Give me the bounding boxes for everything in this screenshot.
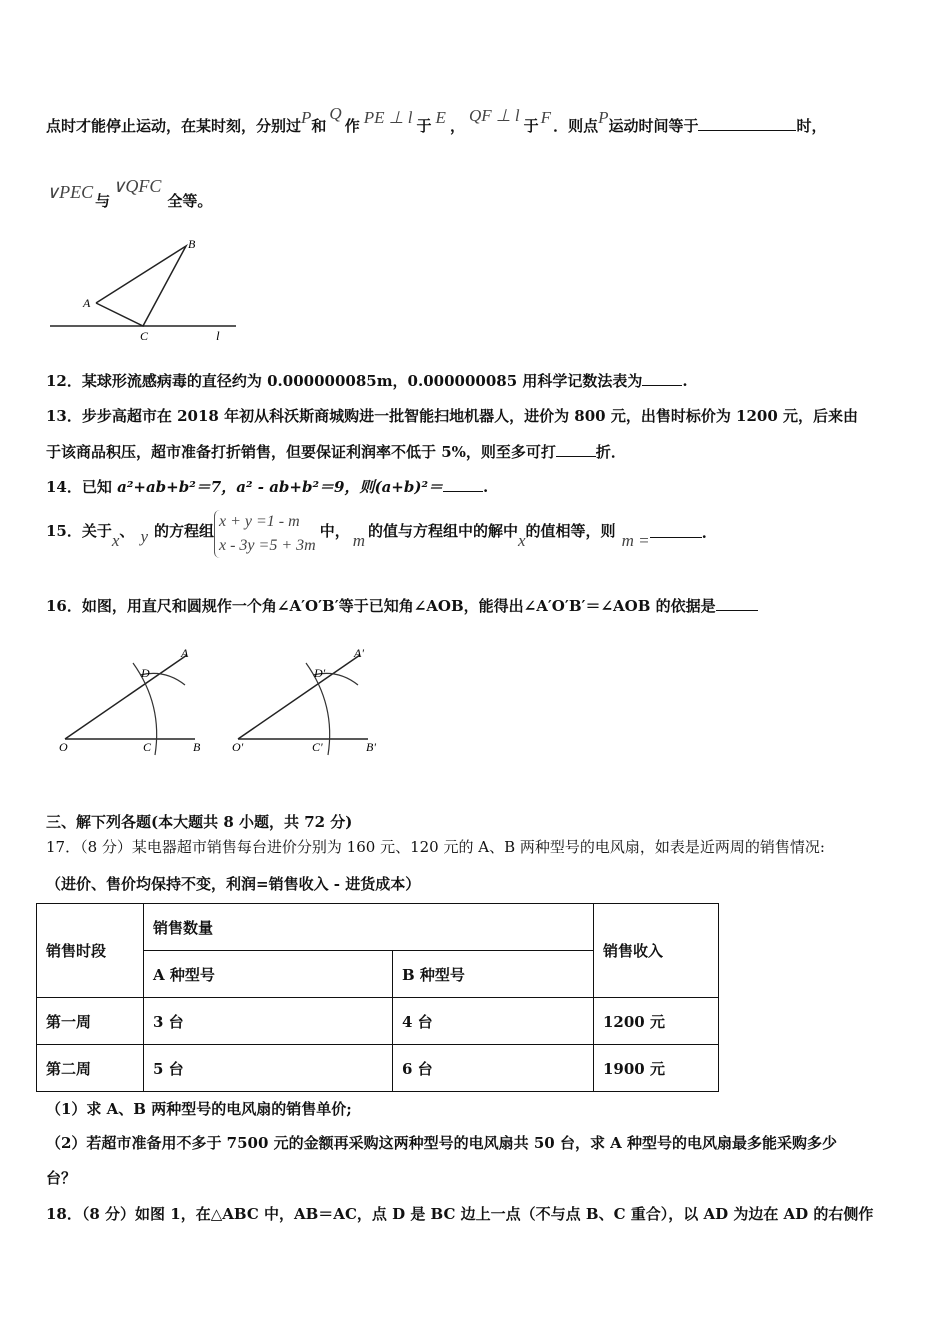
- table-row: 第一周 3 台 4 台 1200 元: [37, 998, 719, 1045]
- sales-table: [36, 903, 719, 1092]
- header-type-a: A 种型号: [144, 951, 393, 998]
- svg-text:B': B': [366, 740, 376, 754]
- svg-text:B: B: [193, 740, 201, 754]
- point-e: E: [435, 108, 446, 127]
- header-type-b: B 种型号: [393, 951, 594, 998]
- svg-text:C: C: [143, 740, 152, 754]
- svg-text:A': A': [354, 646, 364, 660]
- svg-text:C': C': [312, 740, 323, 754]
- q12: 12．某球形流感病毒的直径约为 0.000000085m，0.000000085 用科学记数法表为 .: [46, 372, 688, 390]
- q13-line-1: 13．步步高超市在 2018 年初从科沃斯商城购进一批智能扫地机器人，进价为 800 元，出售时标价为 1200 元，后来由: [46, 407, 859, 425]
- equation-system: x + y =1 - m x - 3y =5 + 3m: [214, 510, 320, 558]
- answer-blank-12: [642, 385, 682, 386]
- q17-sub-2-line-1: （2）若超市准备用不多于 7500 元的金额再采购这两种型号的电风扇共 50 台，求 A 种型号的电风扇最多能采购多少: [46, 1134, 838, 1152]
- triangle-abc: [96, 246, 186, 326]
- q17-line-1: 17．（8 分）某电器超市销售每台进价分别为 160 元、120 元的 A、B 两种型号的电风扇，如表是近两周的销售情况:: [46, 838, 825, 856]
- qf-perp-l: QF ⊥ l: [468, 106, 520, 125]
- header-quantity: 销售数量: [144, 904, 594, 951]
- svg-text:O: O: [59, 740, 68, 754]
- svg-text:A: A: [181, 646, 189, 660]
- label-l: l: [216, 328, 220, 343]
- header-period: 销售时段: [37, 904, 144, 998]
- section-3-title: 三、解下列各题(本大题共 8 小题，共 72 分): [46, 813, 353, 831]
- q14-expression: a²+ab+b²＝7，a² - ab+b²＝9，则(a+b)²＝: [117, 478, 444, 496]
- answer-blank-14: [443, 491, 483, 492]
- angle-figure-2: [228, 645, 388, 760]
- point-q: Q: [329, 104, 342, 123]
- triangle-pec: ∨PEC: [46, 182, 94, 202]
- q17-sub-2-line-2: 台？: [46, 1169, 77, 1187]
- triangle-figure: [46, 236, 246, 346]
- q17-sub-1: （1）求 A、B 两种型号的电风扇的销售单价;: [46, 1100, 352, 1118]
- point-f: F: [540, 108, 552, 127]
- pe-perp-l: PE ⊥ l: [363, 108, 413, 127]
- answer-blank-11: [698, 130, 796, 131]
- answer-blank-13: [556, 456, 596, 457]
- label-b: B: [188, 237, 196, 251]
- answer-blank-16: [716, 610, 758, 611]
- q17-line-2: （进价、售价均保持不变，利润=销售收入 - 进货成本）: [46, 875, 421, 893]
- label-a: A: [83, 296, 91, 310]
- q15: 15．关于x、 y 的方程组x + y =1 - m x - 3y =5 + 3m中， m 的值与方程组中的解中x的值相等，则 m = .: [46, 510, 707, 558]
- triangle-qfc: ∨QFC: [112, 176, 162, 196]
- svg-text:D: D: [141, 666, 150, 680]
- q14: 14．已知 a²+ab+b²＝7，a² - ab+b²＝9，则(a+b)²＝ .: [46, 478, 489, 496]
- svg-text:O': O': [232, 740, 244, 754]
- angle-figure-1: [55, 645, 215, 760]
- point-p: P: [301, 108, 312, 127]
- q13-line-2: 于该商品积压，超市准备打折销售，但要保证利润率不低于 5%，则至多可打 折．: [46, 443, 626, 461]
- q11-line-2: ∨PEC 与∨QFC全等。: [46, 176, 213, 210]
- label-c: C: [140, 329, 149, 343]
- svg-text:D': D': [314, 666, 326, 680]
- q11-line-1: 点时才能停止运动，在某时刻，分别过P和Q作 PE ⊥ l 于 E ，QF ⊥ l于 F ．则点P运动时间等于 时，: [46, 104, 827, 135]
- header-income: 销售收入: [594, 904, 719, 998]
- table-row: 第二周 5 台 6 台 1900 元: [37, 1045, 719, 1092]
- point-p-2: P: [598, 108, 609, 127]
- q18: 18．（8 分）如图 1，在△ABC 中，AB＝AC，点 D 是 BC 边上一点（不与点 B、C 重合），以 AD 为边在 AD 的右侧作: [46, 1205, 874, 1223]
- q16: 16．如图，用直尺和圆规作一个角∠A′O′B′等于已知角∠AOB，能得出∠A′O′B′＝∠AOB 的依据是: [46, 595, 758, 616]
- answer-blank-15: [650, 537, 702, 538]
